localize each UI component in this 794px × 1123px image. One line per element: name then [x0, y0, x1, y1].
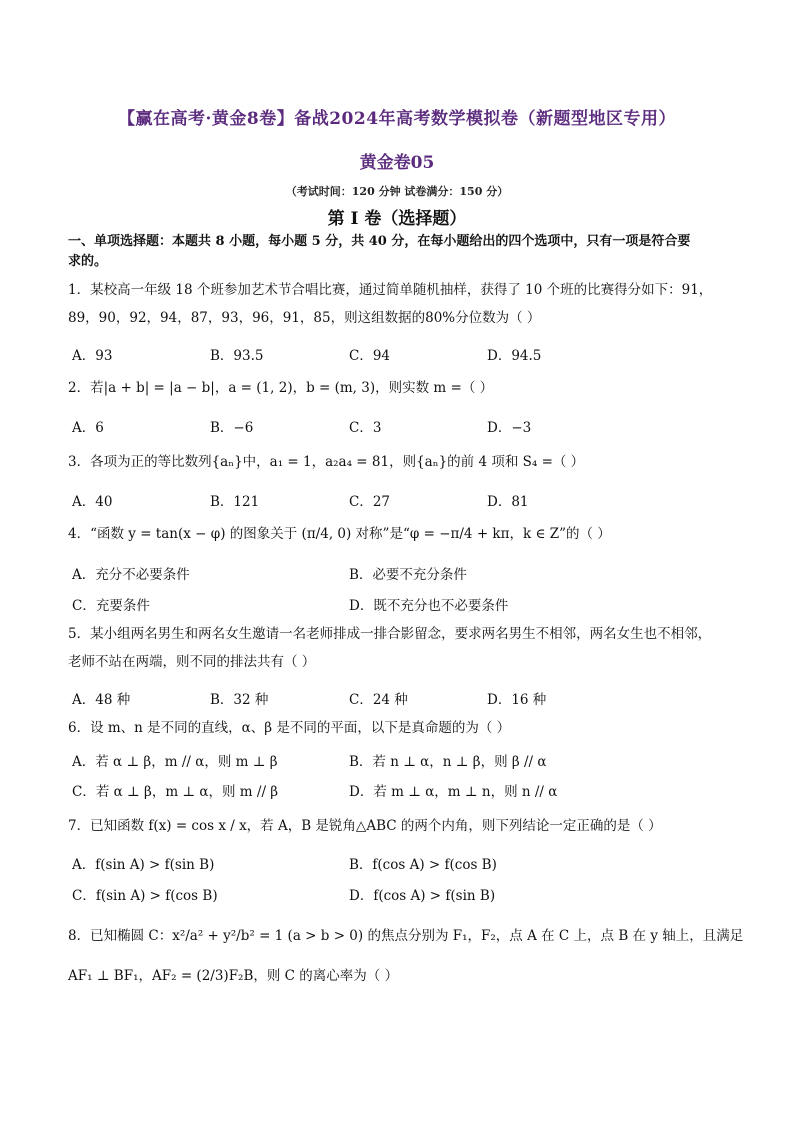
q1-option-b: B．93.5: [210, 348, 264, 364]
question-4: 4．“函数 y = tan(x − φ) 的图象关于 (π/4, 0) 对称”是“φ = −π/4 + kπ，k ∈ Z”的（ ）: [68, 526, 611, 542]
q7-option-c: C．f(sin A) > f(cos B): [72, 888, 218, 904]
q1-option-d: D．94.5: [487, 348, 542, 364]
question-7: 7．已知函数 f(x) = cos x / x，若 A，B 是锐角△ABC 的两个内角，则下列结论一定正确的是（ ）: [68, 818, 662, 834]
q7-option-d: D．f(cos A) > f(sin B): [349, 888, 496, 904]
question-8: [68, 916, 744, 996]
q5-option-d: D．16 种: [487, 692, 547, 708]
q3-option-c: C．27: [349, 494, 391, 510]
q7-option-b: B．f(cos A) > f(cos B): [349, 857, 497, 873]
q2-option-c: C．3: [349, 420, 382, 436]
question-1-line-1: 1．某校高一年级 18 个班参加艺术节合唱比赛，通过简单随机抽样，获得了 10 个班的比赛得分如下：91，: [68, 282, 713, 298]
q4-option-b: B．必要不充分条件: [349, 567, 467, 583]
q6-option-b: B．若 n ⊥ α，n ⊥ β，则 β // α: [349, 754, 547, 770]
q6-option-a: A．若 α ⊥ β，m // α，则 m ⊥ β: [72, 754, 278, 770]
q4-option-c: C．充要条件: [72, 598, 150, 614]
q2-option-b: B．−6: [210, 420, 254, 436]
q5-option-a: A．48 种: [72, 692, 131, 708]
q2-option-a: A．6: [72, 420, 104, 436]
q5-option-c: C．24 种: [349, 692, 408, 708]
question-5-line-1: 5．某小组两名男生和两名女生邀请一名老师排成一排合影留念，要求两名男生不相邻，两名女生也不相邻，: [68, 626, 712, 642]
question-2: 2．若|a + b| = |a − b|，a = (1, 2)，b = (m, 3)，则实数 m =（ ）: [68, 380, 494, 396]
question-3: 3．各项为正的等比数列{aₙ}中，a₁ = 1，a₂a₄ = 81，则{aₙ}的前 4 项和 S₄ =（ ）: [68, 454, 585, 470]
question-8-line-1: 8．已知椭圆 C：x²/a² + y²/b² = 1 (a > b > 0) 的焦点分别为 F₁，F₂，点 A 在 C 上，点 B 在 y 轴上，且满足: [68, 928, 744, 944]
q6-option-c: C．若 α ⊥ β，m ⊥ α，则 m // β: [72, 784, 279, 800]
q6-option-d: D．若 m ⊥ α，m ⊥ n，则 n // α: [349, 784, 558, 800]
section-line-2: 求的。: [68, 254, 108, 269]
q5-option-b: B．32 种: [210, 692, 269, 708]
q4-option-a: A．充分不必要条件: [72, 567, 190, 583]
section-line-1: 一、单项选择题：本题共 8 小题，每小题 5 分，共 40 分，在每小题给出的四个选项中，只有一项是符合要: [68, 234, 691, 249]
exam-meta: （考试时间：120 分钟 试卷满分：150 分）: [285, 185, 509, 198]
question-1: [68, 276, 732, 332]
q1-option-c: C．94: [349, 348, 391, 364]
q3-option-a: A．40: [72, 494, 113, 510]
question-5-line-2: 老师不站在两端，则不同的排法共有（ ）: [68, 654, 316, 670]
section-instructions: [68, 232, 728, 272]
question-6: 6．设 m、n 是不同的直线，α、β 是不同的平面，以下是真命题的为（ ）: [68, 720, 511, 736]
q4-option-d: D．既不充分也不必要条件: [349, 598, 509, 614]
q7-option-a: A．f(sin A) > f(sin B): [72, 857, 215, 873]
q2-option-d: D．−3: [487, 420, 532, 436]
question-5: [68, 620, 732, 676]
q3-option-d: D．81: [487, 494, 529, 510]
exam-subtitle: 黄金卷05: [359, 153, 435, 173]
question-1-line-2: 89，90，92，94，87，93，96，91，85，则这组数据的80%分位数为（ ）: [68, 310, 541, 326]
exam-title: 【赢在高考·黄金8卷】备战2024年高考数学模拟卷（新题型地区专用）: [117, 109, 677, 129]
part-heading: 第 I 卷（选择题）: [327, 209, 467, 229]
question-8-line-2: AF₁ ⊥ BF₁，AF₂ = (2/3)F₂B，则 C 的离心率为（ ）: [68, 968, 399, 984]
q3-option-b: B．121: [210, 494, 260, 510]
q1-option-a: A．93: [72, 348, 113, 364]
